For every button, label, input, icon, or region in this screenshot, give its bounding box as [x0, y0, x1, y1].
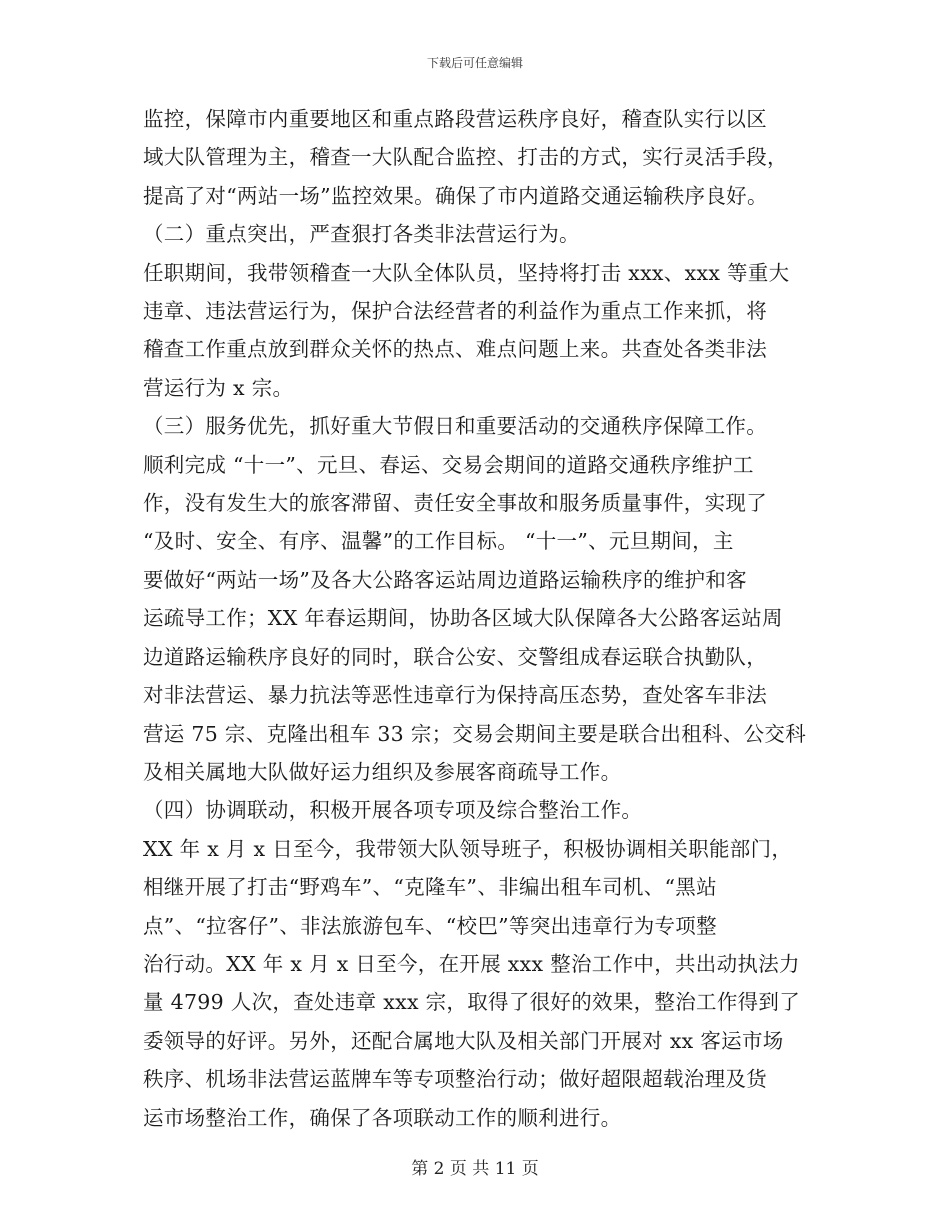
body-line: 边道路运输秩序良好的同时，联合公安、交警组成春运联合执勤队， — [143, 644, 767, 669]
body-line: 域大队管理为主，稽查一大队配合监控、打击的方式，实行灵活手段， — [143, 145, 788, 170]
body-line: 违章、违法营运行为，保护合法经营者的利益作为重点工作来抓，将 — [143, 299, 767, 324]
document-body — [143, 100, 813, 1137]
body-line: 委领导的好评。另外，还配合属地大队及相关部门开展对 xx 客运市场 — [143, 1028, 784, 1053]
body-line: 及相关属地大队做好运力组织及参展客商疏导工作。 — [143, 759, 622, 784]
body-line: 作，没有发生大的旅客滞留、责任安全事故和服务质量事件，实现了 — [143, 491, 767, 516]
body-line: 运疏导工作；XX 年春运期间，协助各区域大队保障各大公路客运站周 — [143, 606, 783, 631]
body-line: 相继开展了打击“野鸡车”、“克隆车”、非编出租车司机、“黑站 — [143, 875, 717, 900]
body-line: 营运行为 x 宗。 — [143, 375, 294, 400]
section-heading: （四）协调联动，积极开展各项专项及综合整治工作。 — [143, 798, 643, 823]
body-line: 提高了对“两站一场”监控效果。确保了市内道路交通运输秩序良好。 — [143, 183, 768, 208]
section-heading: （三）服务优先，抓好重大节假日和重要活动的交通秩序保障工作。 — [143, 414, 767, 439]
body-line: 监控，保障市内重要地区和重点路段营运秩序良好，稽查队实行以区 — [143, 107, 767, 131]
body-line: 点”、“拉客仔”、非法旅游包车、“校巴”等突出违章行为专项整 — [143, 913, 717, 938]
body-line: 治行动。XX 年 x 月 x 日至今，在开展 xxx 整治工作中，共出动执法力 — [143, 951, 800, 976]
body-line: 对非法营运、暴力抗法等恶性违章行为保持高压态势，查处客车非法 — [143, 683, 767, 708]
page-header: 下载后可任意编辑 — [426, 56, 523, 70]
body-line: 顺利完成 “十一”、元旦、春运、交易会期间的道路交通秩序维护工 — [143, 452, 754, 477]
body-line: “及时、安全、有序、温馨”的工作目标。 “十一”、元旦期间，主 — [143, 529, 734, 554]
body-line: 营运 75 宗、克隆出租车 33 宗；交易会期间主要是联合出租科、公交科 — [143, 721, 807, 746]
page-footer: 第 2 页 共 11 页 — [411, 1159, 539, 1179]
body-line: 秩序、机场非法营运蓝牌车等专项整治行动；做好超限超载治理及货 — [143, 1067, 767, 1092]
section-heading: （二）重点突出，严查狠打各类非法营运行为。 — [143, 222, 580, 247]
body-line: 要做好“两站一场”及各大公路客运站周边道路运输秩序的维护和客 — [143, 567, 747, 592]
body-line: 稽查工作重点放到群众关怀的热点、难点问题上来。共查处各类非法 — [143, 337, 767, 362]
body-line: 任职期间，我带领稽查一大队全体队员，坚持将打击 xxx、xxx 等重大 — [143, 260, 790, 285]
body-line: 量 4799 人次，查处违章 xxx 宗，取得了很好的效果，整治工作得到了 — [143, 990, 801, 1015]
body-line: 运市场整治工作，确保了各项联动工作的顺利进行。 — [143, 1105, 622, 1130]
body-line: XX 年 x 月 x 日至今，我带领大队领导班子，积极协调相关职能部门， — [143, 836, 793, 861]
